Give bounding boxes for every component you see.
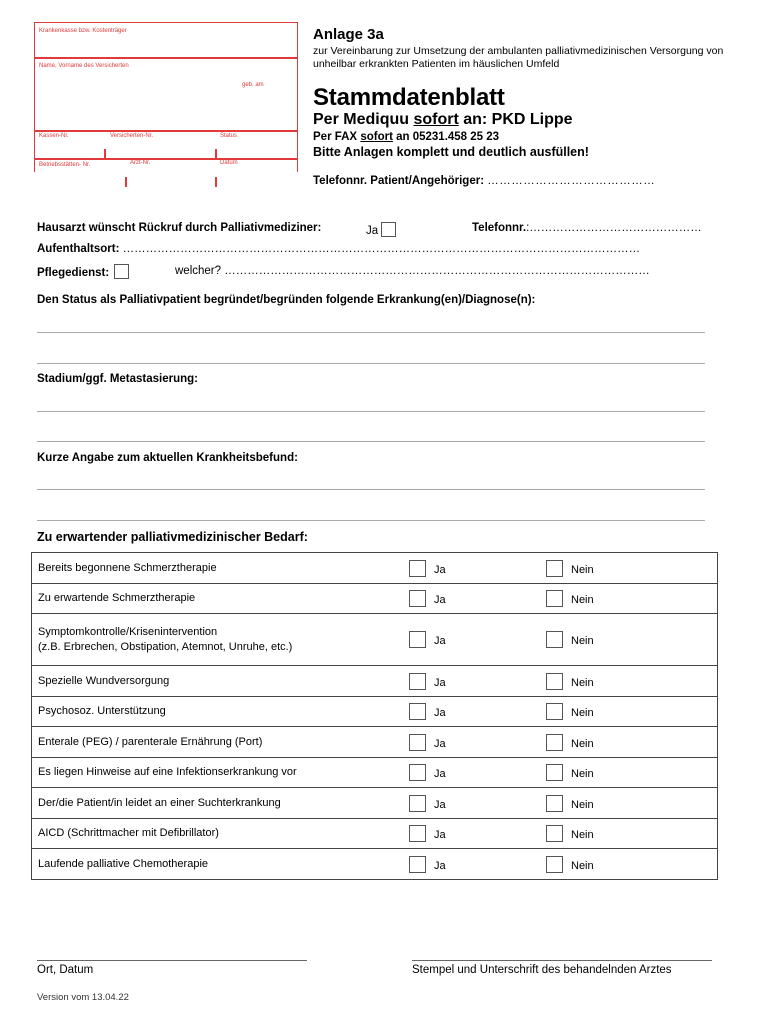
stadium-label: Stadium/ggf. Metastasierung: <box>37 373 199 385</box>
table-row <box>32 727 718 758</box>
divider <box>215 149 217 159</box>
subtitle: zur Vereinbarung zur Umsetzung der ambulanten palliativmedizinischen Versorgung von unheilbar erkrankten Patienten im häuslichen Umfeld <box>313 45 724 70</box>
ja-option[interactable]: Ja <box>409 856 446 873</box>
ja-option[interactable]: Ja <box>409 764 446 781</box>
ja-checkbox[interactable] <box>409 590 426 607</box>
bedarf-label: Symptomkontrolle/Krisenintervention (z.B. Erbrechen, Obstipation, Atemnot, Unruhe, etc.) <box>32 614 376 666</box>
stempel-label: Stempel und Unterschrift des behandelnden Arztes <box>412 964 672 976</box>
kasse-label: Krankenkasse bzw. Kostenträger <box>39 28 127 34</box>
ja-checkbox[interactable] <box>409 856 426 873</box>
ja-option[interactable]: Ja <box>409 795 446 812</box>
table-row <box>32 849 718 880</box>
table-row <box>32 584 718 614</box>
table-row <box>32 819 718 849</box>
ja-option[interactable]: Ja <box>409 673 446 690</box>
divider <box>125 177 127 187</box>
bedarf-table <box>31 552 718 880</box>
nein-option[interactable]: Nein <box>546 856 594 873</box>
bedarf-label: Enterale (PEG) / parenterale Ernährung (Port) <box>32 727 376 758</box>
stadium-line-2[interactable] <box>37 441 705 442</box>
signature-line[interactable] <box>412 960 712 961</box>
nein-option[interactable]: Nein <box>546 703 594 720</box>
bedarf-label: Zu erwartende Schmerztherapie <box>32 584 376 614</box>
nein-option[interactable]: Nein <box>546 673 594 690</box>
diagnose-label: Den Status als Palliativpatient begründet/begründen folgende Erkrankung(en)/Diagnose(n): <box>37 294 536 306</box>
per-mediquu: Per Mediquu sofort an: PKD Lippe <box>313 111 573 128</box>
ja-checkbox[interactable] <box>409 703 426 720</box>
befund-label: Kurze Angabe zum aktuellen Krankheitsbefund: <box>37 452 298 464</box>
rueckruf-ja: Ja <box>366 222 396 237</box>
anlage-title: Anlage 3a <box>313 26 384 43</box>
geb-label: geb. am <box>242 82 264 88</box>
rueckruf-label: Hausarzt wünscht Rückruf durch Palliativmediziner: <box>37 222 322 234</box>
table-row <box>32 758 718 788</box>
kassennr-label: Kassen-Nr. <box>39 133 69 139</box>
nein-checkbox[interactable] <box>546 764 563 781</box>
pflegedienst-checkbox[interactable] <box>114 264 129 279</box>
versnr-label: Versicherten-Nr. <box>110 133 154 139</box>
nein-option[interactable]: Nein <box>546 560 594 577</box>
bedarf-label: Es liegen Hinweise auf eine Infektionserkrankung vor <box>32 758 376 788</box>
status-label: Status <box>220 133 238 139</box>
kassennr-field[interactable] <box>34 131 298 159</box>
divider <box>215 177 217 187</box>
nein-option[interactable]: Nein <box>546 764 594 781</box>
nein-checkbox[interactable] <box>546 825 563 842</box>
version-label: Version vom 13.04.22 <box>37 992 129 1003</box>
bedarf-label: Spezielle Wundversorgung <box>32 666 376 697</box>
aufenthalt-field[interactable]: Aufenthaltsort: ……………………………………………………………………………………………………………………… <box>37 243 641 255</box>
instruction: Bitte Anlagen komplett und deutlich ausfüllen! <box>313 145 589 159</box>
page-title: Stammdatenblatt <box>313 84 505 111</box>
ja-checkbox[interactable] <box>409 825 426 842</box>
bedarf-label: Der/die Patient/in leidet an einer Suchterkrankung <box>32 788 376 819</box>
bedarf-title: Zu erwartender palliativmedizinischer Bedarf: <box>37 530 308 544</box>
bedarf-label: Laufende palliative Chemotherapie <box>32 849 376 880</box>
ja-checkbox[interactable] <box>409 734 426 751</box>
nein-checkbox[interactable] <box>546 631 563 648</box>
bedarf-label: AICD (Schrittmacher mit Defibrillator) <box>32 819 376 849</box>
ja-checkbox[interactable] <box>409 795 426 812</box>
nein-option[interactable]: Nein <box>546 631 594 648</box>
bedarf-label: Psychosoz. Unterstützung <box>32 697 376 727</box>
nein-checkbox[interactable] <box>546 795 563 812</box>
ja-option[interactable]: Ja <box>409 560 446 577</box>
nein-checkbox[interactable] <box>546 673 563 690</box>
hausarzt-phone-field[interactable]: Telefonnr.:……………………………………… <box>472 222 702 234</box>
ja-option[interactable]: Ja <box>409 703 446 720</box>
nein-option[interactable]: Nein <box>546 825 594 842</box>
bedarf-label: Bereits begonnene Schmerztherapie <box>32 553 376 584</box>
ja-option[interactable]: Ja <box>409 734 446 751</box>
nein-checkbox[interactable] <box>546 734 563 751</box>
table-row <box>32 697 718 727</box>
nein-checkbox[interactable] <box>546 590 563 607</box>
arztnr-label: Arzt-Nr. <box>130 160 151 166</box>
table-row <box>32 614 718 666</box>
diagnose-line-2[interactable] <box>37 363 705 364</box>
fax-line: Per FAX sofort an 05231.458 25 23 <box>313 131 500 143</box>
welcher-field[interactable]: welcher? ………………………………………………………………………………………………… <box>175 265 650 277</box>
nein-option[interactable]: Nein <box>546 590 594 607</box>
rueckruf-checkbox[interactable] <box>381 222 396 237</box>
table-row <box>32 666 718 697</box>
ja-checkbox[interactable] <box>409 560 426 577</box>
nein-checkbox[interactable] <box>546 560 563 577</box>
ort-datum-line[interactable] <box>37 960 307 961</box>
table-row <box>32 553 718 584</box>
ja-option[interactable]: Ja <box>409 590 446 607</box>
stadium-line-1[interactable] <box>37 411 705 412</box>
ja-checkbox[interactable] <box>409 764 426 781</box>
befund-line-2[interactable] <box>37 520 705 521</box>
name-label: Name, Vorname des Versicherten <box>39 63 129 69</box>
insurance-card <box>34 22 298 182</box>
nein-option[interactable]: Nein <box>546 734 594 751</box>
ja-option[interactable]: Ja <box>409 825 446 842</box>
pflegedienst: Pflegedienst: <box>37 264 129 279</box>
nein-option[interactable]: Nein <box>546 795 594 812</box>
betrieb-label: Betriebsstätten- Nr. <box>39 162 91 168</box>
datum-label: Datum <box>220 160 238 166</box>
ja-checkbox[interactable] <box>409 631 426 648</box>
table-row <box>32 788 718 819</box>
nein-checkbox[interactable] <box>546 703 563 720</box>
nein-checkbox[interactable] <box>546 856 563 873</box>
ja-checkbox[interactable] <box>409 673 426 690</box>
ort-datum-label: Ort, Datum <box>37 964 94 976</box>
ja-option[interactable]: Ja <box>409 631 446 648</box>
befund-line-1[interactable] <box>37 489 705 490</box>
patient-phone-field[interactable]: Telefonnr. Patient/Angehöriger: …………………………………… <box>313 175 656 187</box>
divider <box>104 149 106 159</box>
diagnose-line-1[interactable] <box>37 332 705 333</box>
